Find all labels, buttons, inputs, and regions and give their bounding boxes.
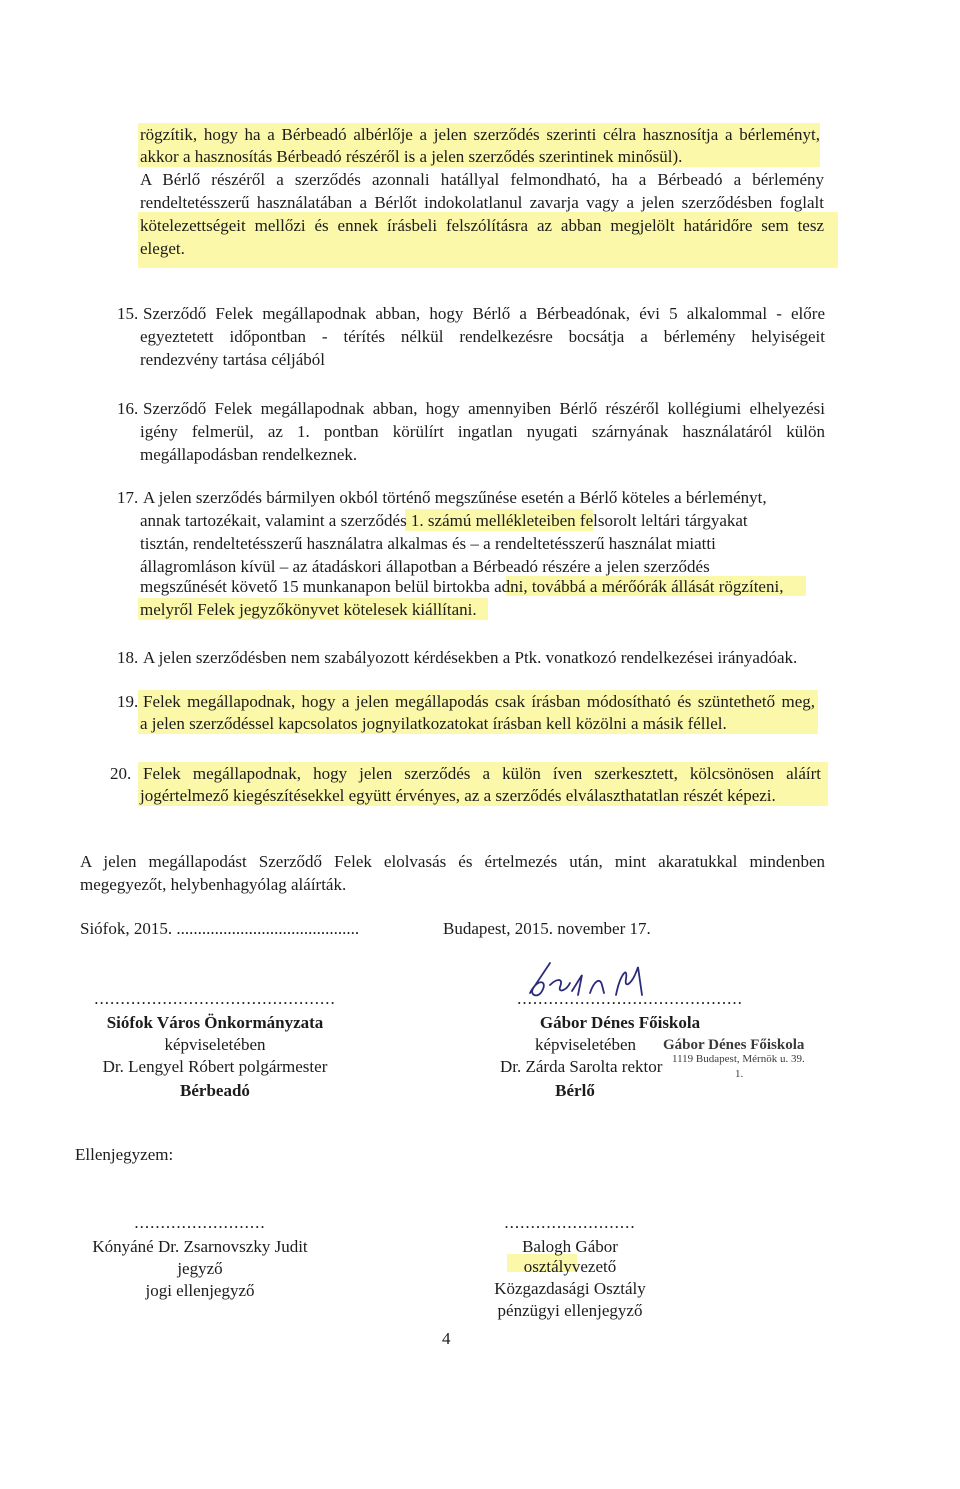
signature-line: ........................................... xyxy=(517,989,743,1008)
countersigner-name: Kónyáné Dr. Zsarnovszky Judit xyxy=(92,1237,308,1256)
signatory-org: Siófok Város Önkormányzata xyxy=(106,1013,324,1032)
clause-number: 20. xyxy=(110,764,132,783)
signatory-person: Dr. Lengyel Róbert polgármester xyxy=(102,1057,328,1076)
place-date-right: Budapest, 2015. november 17. xyxy=(443,919,651,938)
signature-line: ......................... xyxy=(504,1213,636,1232)
text-line: rendezvény tartása céljából xyxy=(140,350,326,369)
text-line: A Bérlő részéről a szerződés azonnali hatállyal felmondható, ha a Bérbeadó a bérlemény xyxy=(140,170,824,189)
text-line: annak tartozékait, valamint a szerződés 1. számú mellékleteiben felsorolt leltári tárgyakat xyxy=(140,511,748,530)
text-line: egyeztetett időpontban - térítés nélkül rendelkezésre bocsátja a bérlemény helyiségeit xyxy=(140,327,825,346)
clause-number: 17. xyxy=(117,488,139,507)
text-line: igény felmerül, az 1. pontban körülírt ingatlan nyugati szárnyának használatáról külön xyxy=(140,422,825,441)
text-line: A jelen szerződés bármilyen okból történő megszűnése esetén a Bérlő köteles a bérleményt, xyxy=(143,488,767,507)
signatory-role: képviseletében xyxy=(164,1035,266,1054)
countersigner-role: Közgazdasági Osztály xyxy=(494,1279,646,1298)
countersigner-name: Balogh Gábor xyxy=(522,1237,618,1256)
stamp-line: 1119 Budapest, Mérnök u. 39. xyxy=(672,1053,805,1065)
text-line: eleget. xyxy=(140,239,185,258)
text-line: Felek megállapodnak, hogy jelen szerződés a külön íven szerkesztett, kölcsönösen aláírt xyxy=(143,764,821,783)
text-line: rögzítik, hogy ha a Bérbeadó albérlője a jelen szerződés szerinti célra hasznosítja a bérleményt, xyxy=(140,125,820,144)
countersigner-role: pénzügyi ellenjegyző xyxy=(497,1301,643,1320)
text-line: Szerződő Felek megállapodnak abban, hogy amennyiben Bérlő részéről kollégiumi elhelyezési xyxy=(143,399,825,418)
text-line: Szerződő Felek megállapodnak abban, hogy Bérlő a Bérbeadónak, évi 5 alkalommal - előre xyxy=(143,304,825,323)
text-line: a jelen szerződéssel kapcsolatos jognyilatkozatokat írásban kell közölni a másik féllel. xyxy=(140,714,727,733)
text-line: kötelezettségeit mellőzi és ennek írásbeli felszólításra az abban megjelölt határidőre sem tesz xyxy=(140,216,824,235)
text-line: melyről Felek jegyzőkönyvet kötelesek kiállítani. xyxy=(140,600,477,619)
text-line: akkor a hasznosítás Bérbeadó részéről is a jelen szerződés szerintinek minősül). xyxy=(140,147,683,166)
place-date-left: Siófok, 2015. ........................................... xyxy=(80,919,360,938)
signature-line: .............................................. xyxy=(94,989,336,1008)
text-line: megszűnését követő 15 munkanapon belül birtokba adni, továbbá a mérőórák állását rögzíteni, xyxy=(140,577,784,596)
signatory-party: Bérbeadó xyxy=(180,1081,250,1100)
text-line: állagromláson kívül – az átadáskori állapotban a Bérbeadó részére a jelen szerződés xyxy=(140,557,710,576)
signatory-party: Bérlő xyxy=(555,1081,595,1100)
text-line: Felek megállapodnak, hogy a jelen megállapodás csak írásban módosítható és szüntethető meg, xyxy=(143,692,815,711)
text-line: A jelen megállapodást Szerződő Felek elolvasás és értelmezés után, mint akaratukkal mindenben xyxy=(80,852,825,871)
text-line: megegyezőt, helybenhagyólag aláírták. xyxy=(80,875,347,894)
handwritten-signature xyxy=(520,955,690,1005)
text-line: jogértelmező kiegészítésekkel együtt érvényes, az a szerződés elválaszthatatlan részét képezi. xyxy=(140,786,776,805)
countersign-label: Ellenjegyzem: xyxy=(75,1145,174,1164)
clause-number: 18. xyxy=(117,648,139,667)
clause-number: 19. xyxy=(117,692,139,711)
countersigner-role: jogi ellenjegyző xyxy=(145,1281,255,1300)
stamp-line: Gábor Dénes Főiskola xyxy=(663,1037,805,1053)
text-line: rendeltetésszerű használatában a Bérlőt indokolatlanul zavarja vagy a jelen szerződésben foglalt xyxy=(140,193,824,212)
countersigner-role: jegyző xyxy=(177,1259,223,1278)
signatory-role: képviseletében xyxy=(535,1035,637,1054)
stamp-line: 1. xyxy=(735,1068,744,1080)
text-line: megállapodásban rendelkeznek. xyxy=(140,445,358,464)
countersigner-role: osztályvezető xyxy=(523,1257,617,1276)
text-line: tisztán, rendeltetésszerű használatra alkalmas és – a rendeltetésszerű használat miatti xyxy=(140,534,716,553)
clause-number: 16. xyxy=(117,399,139,418)
signatory-org: Gábor Dénes Főiskola xyxy=(539,1013,701,1032)
clause-number: 15. xyxy=(117,304,139,323)
signatory-person: Dr. Zárda Sarolta rektor xyxy=(500,1057,663,1076)
text-line: A jelen szerződésben nem szabályozott kérdésekben a Ptk. vonatkozó rendelkezései irányadóak. xyxy=(143,648,798,667)
page-number: 4 xyxy=(442,1329,451,1348)
signature-line: ......................... xyxy=(134,1213,266,1232)
